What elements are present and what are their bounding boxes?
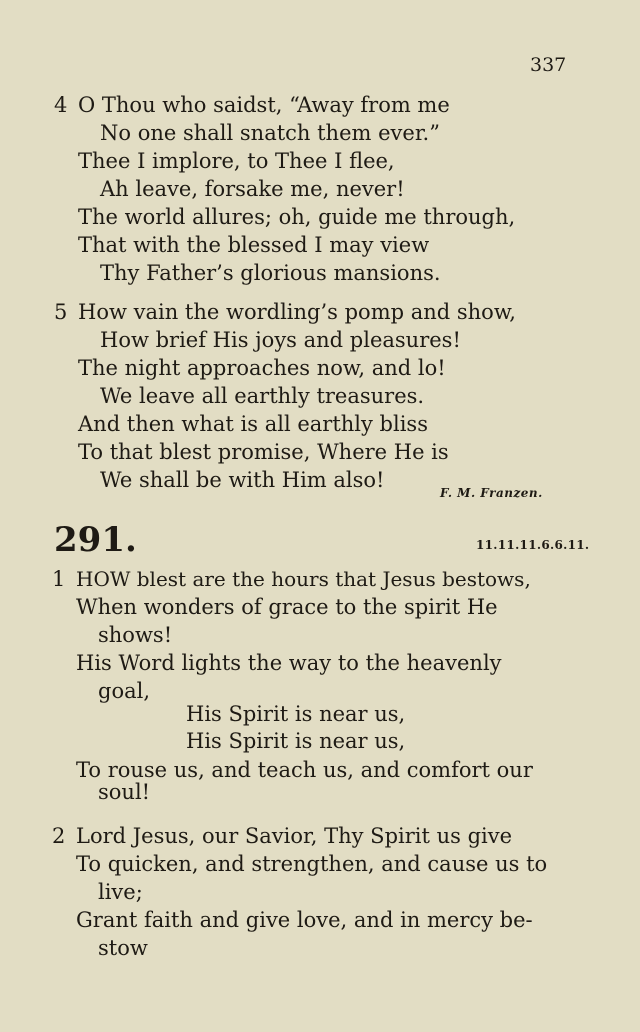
verse-line: goal, — [98, 679, 150, 703]
verse-line: Thy Father’s glorious mansions. — [100, 261, 441, 285]
verse-line: His Spirit is near us, — [186, 702, 406, 726]
verse-line: His Spirit is near us, — [186, 729, 406, 753]
verse-line: To rouse us, and teach us, and comfort our — [76, 758, 533, 782]
verse-line: We leave all earthly treasures. — [100, 384, 425, 408]
verse-line: And then what is all earthly bliss — [78, 412, 428, 436]
verse-number: 5 — [54, 300, 68, 324]
verse-line: His Word lights the way to the heavenly — [76, 651, 502, 675]
verse-line: Ah leave, forsake me, never! — [100, 177, 405, 201]
verse-line: shows! — [98, 623, 173, 647]
verse-line: To quicken, and strengthen, and cause us to — [76, 852, 548, 876]
verse-line: stow — [98, 936, 148, 960]
verse-number: 1 — [52, 567, 66, 591]
verse-line: We shall be with Him also! — [100, 468, 385, 492]
verse-line: Thee I implore, to Thee I flee, — [78, 149, 395, 173]
verse-line: That with the blessed I may view — [78, 233, 430, 257]
verse-line: No one shall snatch them ever.” — [100, 121, 440, 145]
verse-line: The world allures; oh, guide me through, — [78, 205, 516, 229]
hymn-number: 291. — [54, 520, 137, 560]
verse-line: Lord Jesus, our Savior, Thy Spirit us give — [76, 824, 513, 848]
verse-line: To that blest promise, Where He is — [78, 440, 449, 464]
page-number: 337 — [530, 54, 567, 76]
verse-line: Grant faith and give love, and in mercy be- — [76, 908, 533, 932]
verse-line: How vain the wordling’s pomp and show, — [78, 300, 516, 324]
verse-number: 2 — [52, 824, 66, 848]
verse-line: HOW blest are the hours that Jesus bestows, — [76, 567, 531, 591]
verse-number: 4 — [54, 93, 68, 117]
verse-line: soul! — [98, 780, 151, 804]
verse-line: live; — [98, 880, 143, 904]
verse-line: When wonders of grace to the spirit He — [76, 595, 498, 619]
hymn-meter: 11.11.11.6.6.11. — [476, 538, 590, 552]
verse-line: The night approaches now, and lo! — [78, 356, 446, 380]
author-credit: F. M. Franzen. — [440, 486, 543, 500]
verse-line: How brief His joys and pleasures! — [100, 328, 461, 352]
verse-line: O Thou who saidst, “Away from me — [78, 93, 450, 117]
